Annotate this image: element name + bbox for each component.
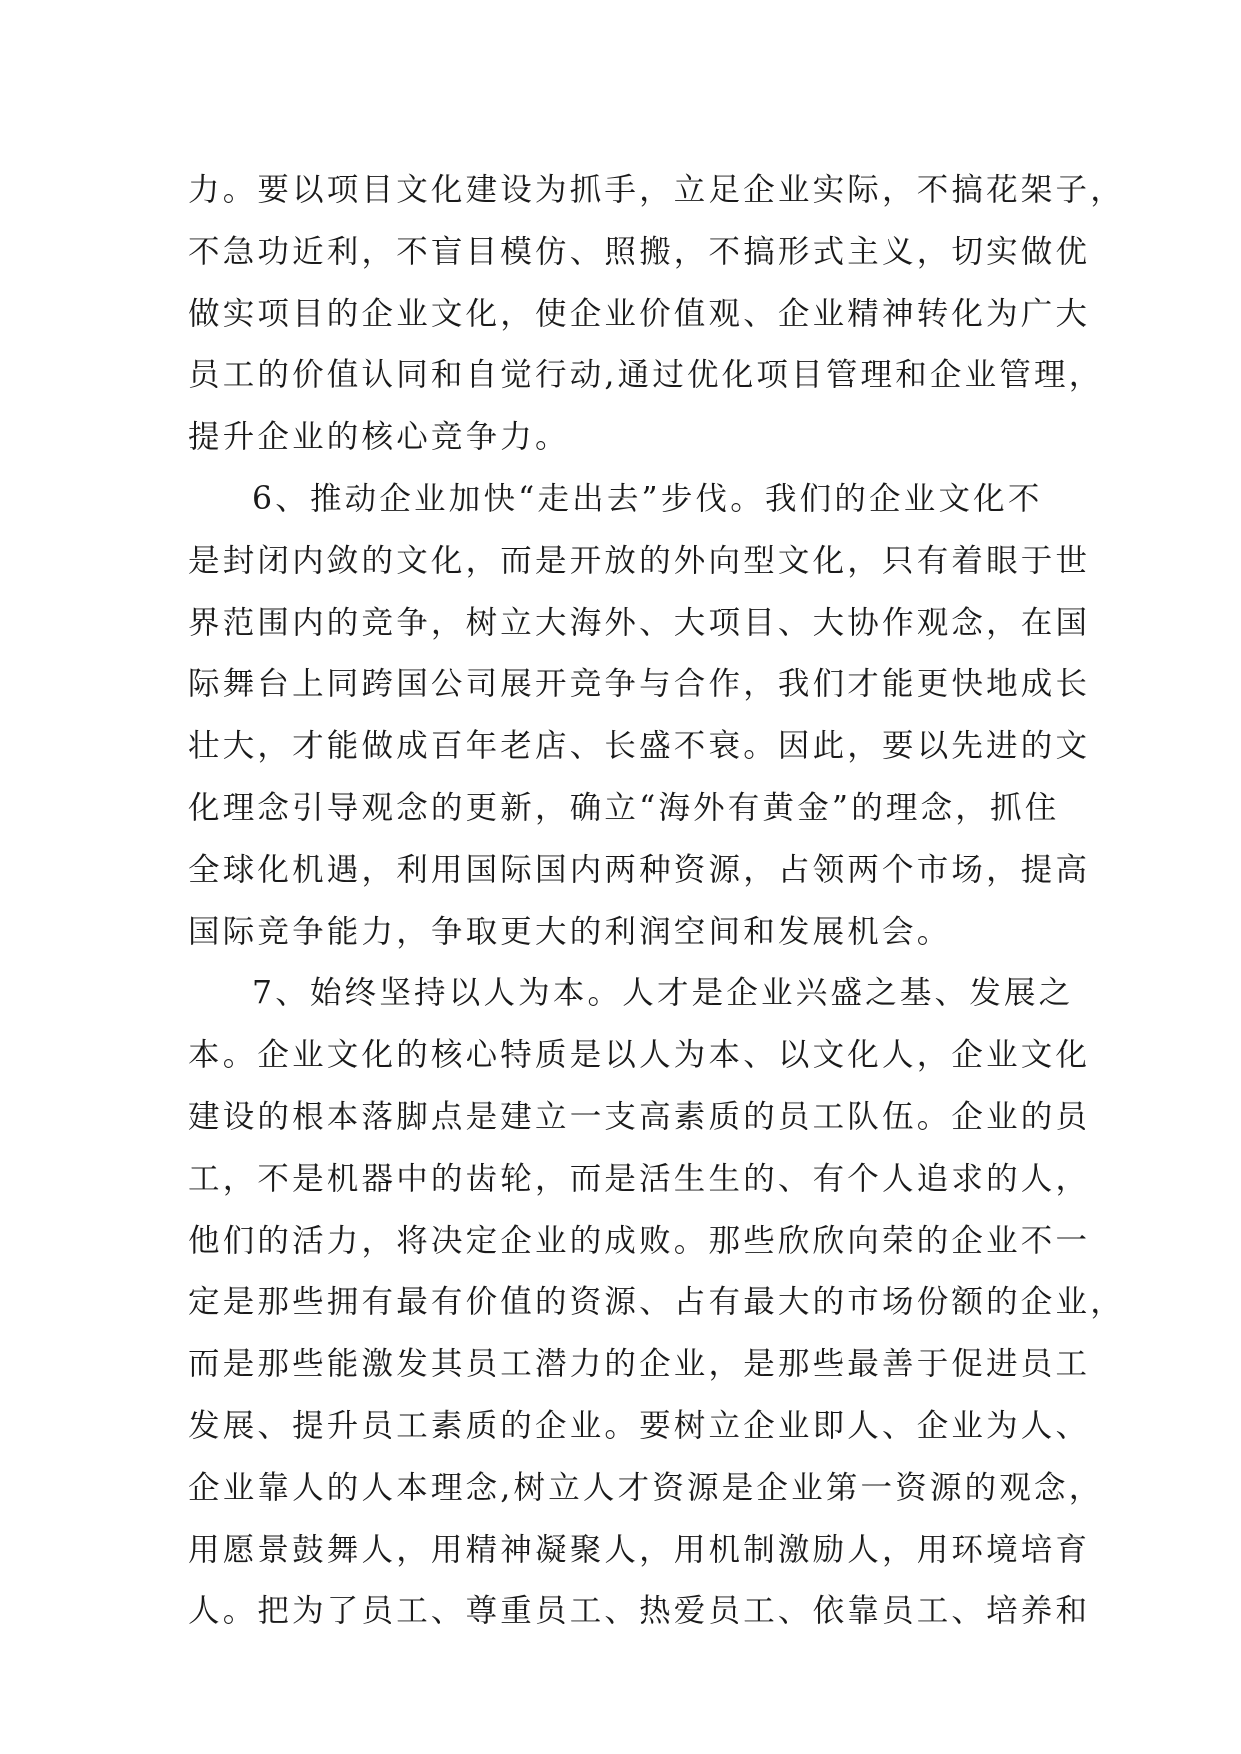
text-line: 员工的价值认同和自觉行动,通过优化项目管理和企业管理， <box>188 357 1104 394</box>
text-line: 而是那些能激发其员工潜力的企业，是那些最善于促进员工 <box>188 1346 1091 1383</box>
text-line: 用愿景鼓舞人，用精神凝聚人，用机制激励人，用环境培育 <box>188 1531 1091 1568</box>
text-line: 建设的根本落脚点是建立一支高素质的员工队伍。企业的员 <box>188 1098 1091 1135</box>
text-line: 是封闭内敛的文化，而是开放的外向型文化，只有着眼于世 <box>188 542 1091 579</box>
text-line: 国际竞争能力，争取更大的利润空间和发展机会。 <box>188 913 952 950</box>
text-line: 工，不是机器中的齿轮，而是活生生的、有个人追求的人， <box>188 1160 1091 1197</box>
text-line: 他们的活力，将决定企业的成败。那些欣欣向荣的企业不一 <box>188 1222 1091 1259</box>
text-line: 定是那些拥有最有价值的资源、占有最大的市场份额的企业， <box>188 1284 1125 1321</box>
text-line: 际舞台上同跨国公司展开竞争与合作，我们才能更快地成长 <box>188 666 1091 703</box>
body-text <box>188 160 1125 1643</box>
paragraph-first-line: 6、推动企业加快“走出去”步伐。我们的企业文化不 <box>252 480 1043 517</box>
text-line: 化理念引导观念的更新，确立“海外有黄金”的理念，抓住 <box>188 789 1060 826</box>
text-line: 壮大，才能做成百年老店、长盛不衰。因此，要以先进的文 <box>188 728 1091 765</box>
text-line: 提升企业的核心竞争力。 <box>188 419 570 456</box>
paragraph-first-line: 7、始终坚持以人为本。人才是企业兴盛之基、发展之 <box>252 975 1074 1012</box>
text-line: 发展、提升员工素质的企业。要树立企业即人、企业为人、 <box>188 1407 1091 1444</box>
text-line: 人。把为了员工、尊重员工、热爱员工、依靠员工、培养和 <box>188 1593 1091 1630</box>
text-line: 企业靠人的人本理念,树立人才资源是企业第一资源的观念， <box>188 1469 1104 1506</box>
text-line: 本。企业文化的核心特质是以人为本、以文化人，企业文化 <box>188 1037 1091 1074</box>
text-line: 力。要以项目文化建设为抓手，立足企业实际，不搞花架子， <box>188 172 1125 208</box>
text-line: 做实项目的企业文化，使企业价值观、企业精神转化为广大 <box>188 295 1091 332</box>
text-line: 全球化机遇，利用国际国内两种资源，占领两个市场，提高 <box>188 851 1091 888</box>
text-line: 界范围内的竞争，树立大海外、大项目、大协作观念，在国 <box>188 604 1091 641</box>
text-line: 不急功近利，不盲目模仿、照搬，不搞形式主义，切实做优 <box>188 233 1091 270</box>
